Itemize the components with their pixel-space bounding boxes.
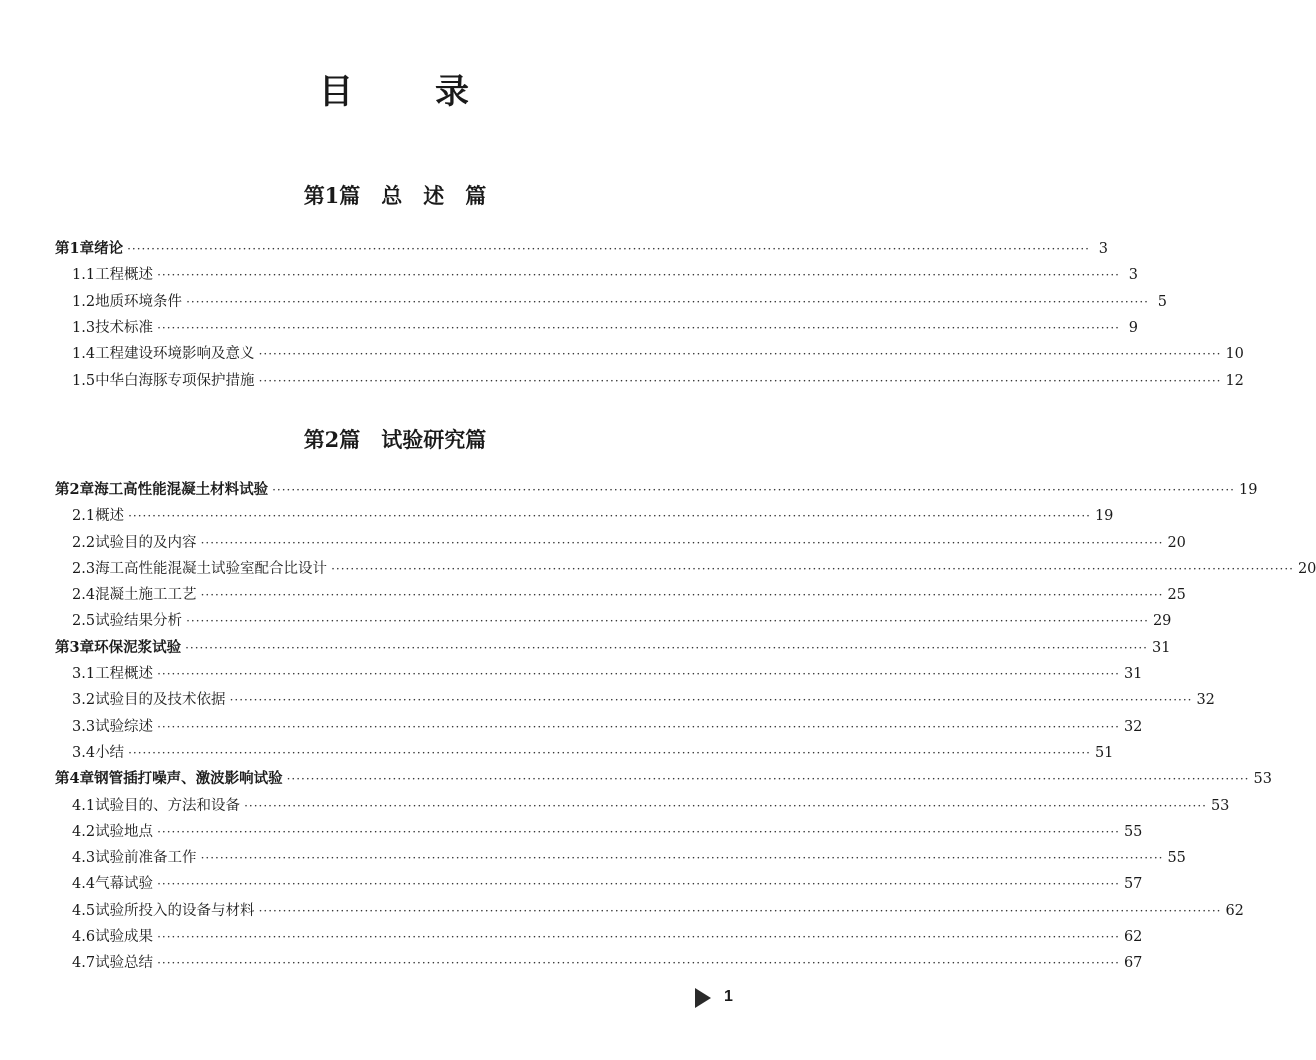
section-title: 试验总结 [95,955,154,971]
section-number: 1.5 [72,373,96,389]
toc-section-row[interactable] [72,690,1215,710]
toc-section-row[interactable] [72,611,1172,631]
page-ref: 67 [1123,955,1143,971]
section-title: 工程概述 [95,666,154,682]
section-title: 试验前准备工作 [95,850,197,866]
page-ref: 51 [1094,745,1114,761]
part-title-2: 第2篇 试验研究篇 [303,427,487,452]
section-number: 1.1 [72,267,96,283]
toc-section-row[interactable] [72,848,1186,868]
page-ref: 62 [1225,903,1244,919]
toc-chapter-row[interactable] [55,239,1108,259]
dot-leader: ········································································································································································································ [186,614,1149,628]
page-title [0,64,790,113]
page-arrow-icon [695,988,711,1008]
page-ref: 10 [1225,346,1244,362]
section-title: 概述 [95,508,125,524]
page-ref: 53 [1210,798,1230,814]
section-number: 2.4 [72,587,96,603]
section-number: 4.4 [72,876,96,892]
section-title: 试验地点 [95,824,154,840]
dot-leader: ········································································································································································································ [128,746,1091,760]
section-title: 中华白海豚专项保护措施 [95,373,255,389]
section-title: 工程建设环境影响及意义 [95,346,255,362]
toc-section-row[interactable] [72,292,1167,312]
section-number: 3.1 [72,666,96,682]
page-ref: 29 [1152,613,1172,629]
toc-section-row[interactable] [72,344,1244,364]
page-ref: 32 [1196,692,1215,708]
dot-leader: ········································································································································································································ [272,483,1235,497]
toc-section-row[interactable] [72,559,1316,579]
toc-section-row[interactable] [72,927,1143,947]
page-ref: 9 [1128,320,1138,336]
page-ref: 53 [1253,771,1272,787]
dot-leader: ········································································································································································································ [157,825,1120,839]
dot-leader: ········································································································································································································ [258,374,1222,388]
page-ref: 31 [1123,666,1143,682]
page-number: 1 [724,988,733,1005]
section-title: 试验目的及技术依据 [95,692,226,708]
part-title-1: 第1篇 总 述 篇 [303,183,487,208]
toc-chapter-row[interactable] [55,638,1171,658]
section-title: 小结 [95,745,125,761]
dot-leader: ········································································································································································································ [258,904,1222,918]
toc-chapter-row[interactable] [55,769,1272,789]
toc-section-row[interactable] [72,371,1244,391]
section-number: 4.7 [72,955,96,971]
dot-leader: ········································································································································································································ [157,268,1120,282]
section-number: 3.2 [72,692,96,708]
toc-section-row[interactable] [72,953,1143,973]
section-title: 气幕试验 [95,876,154,892]
dot-leader: ········································································································································································································ [200,851,1164,865]
toc-section-row[interactable] [72,901,1244,921]
section-title: 地质环境条件 [95,294,183,310]
toc-section-row[interactable] [72,874,1143,894]
section-number: 4.1 [72,798,96,814]
toc-section-row[interactable] [72,506,1114,526]
section-number: 4.2 [72,824,96,840]
section-number: 4.6 [72,929,96,945]
title-char-1: 目 [319,72,355,112]
section-number: 2.1 [72,508,96,524]
dot-leader: ········································································································································································································ [229,693,1193,707]
section-title: 试验所投入的设备与材料 [95,903,255,919]
section-title: 试验目的及内容 [95,535,197,551]
section-number: 3.4 [72,745,96,761]
page-ref: 55 [1123,824,1143,840]
toc-section-row[interactable] [72,743,1114,763]
dot-leader: ········································································································································································································ [186,295,1149,309]
toc-section-row[interactable] [72,318,1138,338]
dot-leader: ········································································································································································································ [258,347,1222,361]
dot-leader: ········································································································································································································ [286,772,1250,786]
section-title: 试验综述 [95,719,154,735]
section-number: 2.3 [72,561,96,577]
toc-section-row[interactable] [72,265,1138,285]
dot-leader: ········································································································································································································ [157,956,1120,970]
page-ref: 3 [1128,267,1138,283]
dot-leader: ········································································································································································································ [157,321,1120,335]
page-ref: 3 [1098,241,1108,257]
dot-leader: ········································································································································································································ [185,641,1148,655]
dot-leader: ········································································································································································································ [200,536,1164,550]
dot-leader: ········································································································································································································ [331,562,1294,576]
section-title: 试验目的、方法和设备 [95,798,241,814]
page-ref: 62 [1123,929,1143,945]
dot-leader: ········································································································································································································ [157,877,1120,891]
section-number: 1.2 [72,294,96,310]
section-number: 1.3 [72,320,96,336]
chapter-number: 第1章 [55,240,95,257]
chapter-title: 环保泥浆试验 [94,639,182,656]
chapter-title: 绪论 [94,240,124,257]
section-title: 海工高性能混凝土试验室配合比设计 [95,561,328,577]
dot-leader: ········································································································································································································ [157,930,1120,944]
page-ref: 20 [1167,535,1186,551]
dot-leader: ········································································································································································································ [157,667,1120,681]
page-ref: 19 [1094,508,1114,524]
toc-section-row[interactable] [72,822,1143,842]
section-number: 2.2 [72,535,96,551]
chapter-number: 第4章 [55,770,95,787]
page-ref: 5 [1157,294,1167,310]
page-ref: 25 [1167,587,1186,603]
dot-leader: ········································································································································································································ [244,799,1207,813]
page-ref: 55 [1167,850,1186,866]
toc-section-row[interactable] [72,664,1143,684]
section-number: 3.3 [72,719,96,735]
chapter-number: 第3章 [55,639,95,656]
toc-section-row[interactable] [72,533,1186,553]
section-number: 4.5 [72,903,96,919]
section-title: 混凝土施工工艺 [95,587,197,603]
dot-leader: ········································································································································································································ [127,242,1090,256]
page-ref: 20 [1297,561,1316,577]
dot-leader: ········································································································································································································ [200,588,1164,602]
page-ref: 57 [1123,876,1143,892]
dot-leader: ········································································································································································································ [157,720,1120,734]
section-title: 技术标准 [95,320,154,336]
section-number: 2.5 [72,613,96,629]
page-ref: 31 [1151,640,1171,656]
dot-leader: ········································································································································································································ [128,509,1091,523]
section-number: 4.3 [72,850,96,866]
title-char-2: 录 [435,72,471,112]
chapter-title: 钢管插打噪声、激波影响试验 [94,770,283,787]
section-title: 工程概述 [95,267,154,283]
toc-section-row[interactable] [72,796,1230,816]
section-title: 试验成果 [95,929,154,945]
page-ref: 19 [1238,482,1258,498]
page-ref: 32 [1123,719,1143,735]
toc-section-row[interactable] [72,585,1186,605]
chapter-title: 海工高性能混凝土材料试验 [94,481,269,498]
toc-chapter-row[interactable] [55,480,1258,500]
section-title: 试验结果分析 [95,613,183,629]
toc-section-row[interactable] [72,717,1143,737]
section-number: 1.4 [72,346,96,362]
page-ref: 12 [1225,373,1244,389]
chapter-number: 第2章 [55,481,95,498]
